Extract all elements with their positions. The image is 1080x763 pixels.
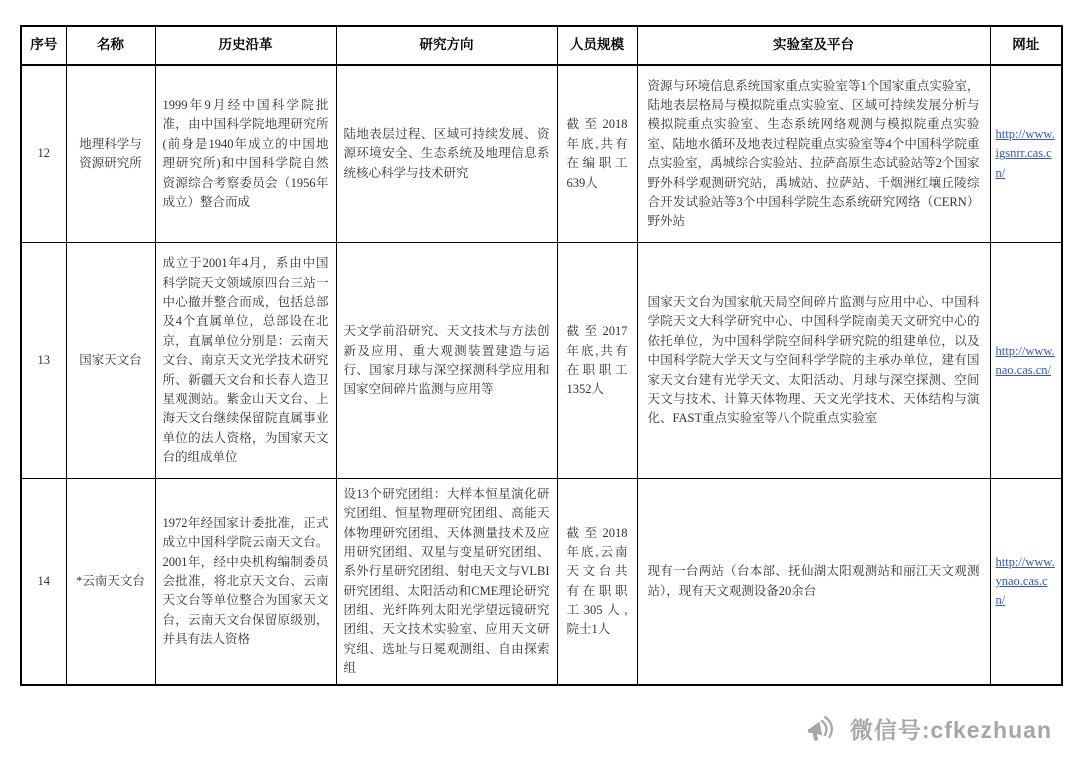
row-14-direction: 设13个研究团组：大样本恒星演化研究团组、恒星物理研究团组、高能天体物理研究团组、天体测量技术及应用研究团组、双星与变星研究团组、系外行星研究团组、射电天文与VLBI研究团组、太阳活动和CME理论研究团组、光纤阵列太阳光学望远镜研究团组、天文技术实验室、应用天文研究组、选址与日冕观测组、自由探索组	[336, 479, 557, 685]
row-13-name: 国家天文台	[66, 243, 155, 479]
row-14-personnel: 截至2018年底,云南天文台共有在职职工305人, 院士1人	[557, 479, 637, 685]
header-personnel: 人员规模	[557, 26, 637, 65]
row-13-labs: 国家天文台为国家航天局空间碎片监测与应用中心、中国科学院天文大科学研究中心、中国科学院南美天文研究中心的依托单位，为中国科学院空间科学研究院的组建单位，以及中国科学院大学天文与空间科学学院的主承办单位，建有国家天文台建有光学天文、太阳活动、月球与深空探测、空间天文与技术、计算天体物理、天文光学技术、天体结构与演化、FAST重点实验室等八个院重点实验室	[637, 243, 990, 479]
table-row-13	[21, 243, 1062, 479]
header-direction: 研究方向	[336, 26, 557, 65]
row-13-url-link[interactable]: http://www.nao.cas.cn/	[995, 343, 1055, 377]
row-12-no: 12	[21, 65, 66, 243]
wechat-id-label: 微信号:cfkezhuan	[849, 717, 1052, 743]
wechat-footer	[806, 712, 1052, 745]
header-labs: 实验室及平台	[637, 26, 990, 65]
header-history: 历史沿革	[155, 26, 336, 65]
row-13-personnel: 截至2017年底,共有在职职工1352人	[557, 243, 637, 479]
row-14-url-link[interactable]: http://www.ynao.cas.cn/	[995, 554, 1055, 608]
header-url: 网址	[990, 26, 1062, 65]
row-14-no: 14	[21, 479, 66, 685]
row-14-history: 1972年经国家计委批准，正式成立中国科学院云南天文台。2001年，经中央机构编制委员会批准，将北京天文台、云南天文台等单位整合为国家天文台，云南天文台保留原级别，并具有法人资格	[155, 479, 336, 685]
row-14-name: *云南天文台	[66, 479, 155, 685]
row-13-no: 13	[21, 243, 66, 479]
row-14-labs: 现有一台两站（台本部、抚仙湖太阳观测站和丽江天文观测站），现有天文观测设备20余台	[637, 479, 990, 685]
row-13-direction: 天文学前沿研究、天文技术与方法创新及应用、重大观测装置建造与运行、国家月球与深空探测科学应用和国家空间碎片监测与应用等	[336, 243, 557, 479]
header-no: 序号	[21, 26, 66, 65]
row-12-personnel: 截至2018年底,共有在编职工639人	[557, 65, 637, 243]
row-12-url-cell	[990, 65, 1062, 243]
row-12-direction: 陆地表层过程、区域可持续发展、资源环境安全、生态系统及地理信息系统核心科学与技术研究	[336, 65, 557, 243]
megaphone-icon	[803, 710, 842, 746]
row-12-name: 地理科学与资源研究所	[66, 65, 155, 243]
table-header-row	[21, 26, 1062, 65]
institutes-table	[20, 25, 1063, 686]
table-row-14	[21, 479, 1062, 685]
table-row-12	[21, 65, 1062, 243]
row-12-url-link[interactable]: http://www.igsnrr.cas.cn/	[995, 127, 1055, 180]
row-12-history: 1999年9月经中国科学院批准，由中国科学院地理研究所(前身是1940年成立的中国地理研究所)和中国科学院自然资源综合考察委员会（1956年成立）整合而成	[155, 65, 336, 243]
row-14-url-cell	[990, 479, 1062, 685]
header-name: 名称	[66, 26, 155, 65]
row-13-history: 成立于2001年4月，系由中国科学院天文领域原四台三站一中心撤并整合而成，包括总部及4个直属单位，总部设在北京，直属单位分别是：云南天文台、南京天文光学技术研究所、新疆天文台和长春人造卫星观测站。紫金山天文台、上海天文台继续保留院直属事业单位的法人资格，为国家天文台的组成单位	[155, 243, 336, 479]
row-13-url-cell	[990, 243, 1062, 479]
row-12-labs: 资源与环境信息系统国家重点实验室等1个国家重点实验室，陆地表层格局与模拟院重点实验室、区域可持续发展分析与模拟院重点实验室、生态系统网络观测与模拟院重点实验室、陆地水循环及地表过程院重点实验室等4个中国科学院重点实验室，禹城综合实验站、拉萨高原生态试验站等2个国家野外科学观测研究站，禹城站、拉萨站、千烟洲红壤丘陵综合开发试验站等3个中国科学院生态系统研究网络（CERN）野外站	[637, 65, 990, 243]
